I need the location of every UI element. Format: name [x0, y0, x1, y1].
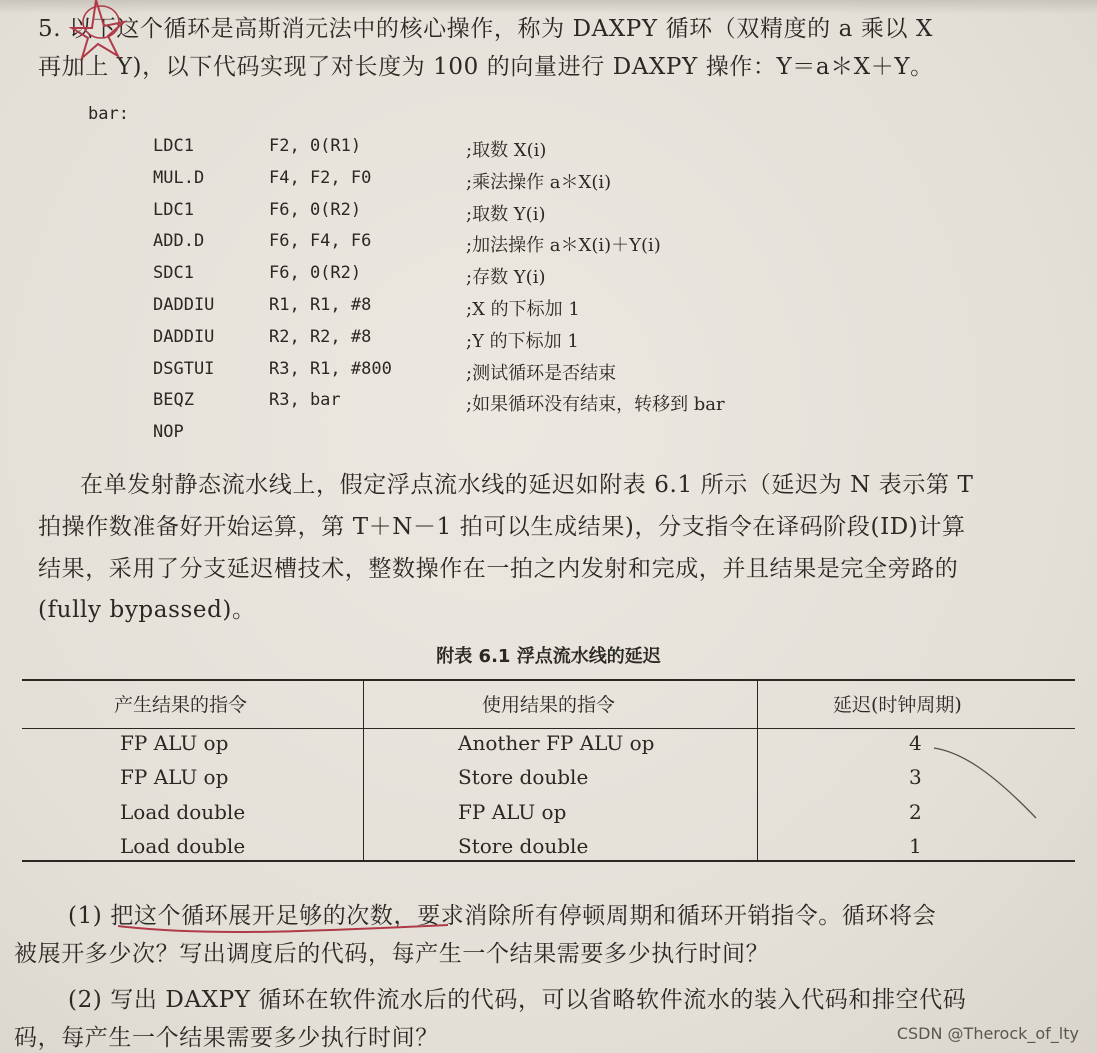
code-opcode: ADD.D	[153, 231, 205, 252]
code-comment: ;乘法操作 a＊X(i)	[466, 171, 612, 193]
underline-mark	[118, 925, 448, 932]
code-opcode: LDC1	[153, 199, 194, 220]
question-2-line-1: (2) 写出 DAXPY 循环在软件流水后的代码，可以省略软件流水的装入代码和排空代码	[68, 987, 967, 1013]
table-cell-producer: FP ALU op	[120, 731, 229, 755]
table-cell-latency: 2	[909, 800, 922, 824]
table-cell-consumer: Store double	[458, 834, 589, 858]
code-operands: F6, F4, F6	[269, 231, 372, 252]
table-header-producer: 产生结果的指令	[114, 694, 248, 716]
code-comment: ;X 的下标加 1	[466, 299, 580, 320]
code-opcode: DADDIU	[153, 326, 215, 347]
code-operands: R1, R1, #8	[269, 295, 372, 315]
question-number: 5.	[38, 16, 62, 42]
code-opcode: DSGTUI	[153, 358, 215, 379]
star-mark	[72, 0, 124, 58]
code-operands: F6, 0(R2)	[269, 199, 362, 220]
table-cell-producer: Load double	[120, 800, 246, 824]
code-opcode: NOP	[153, 422, 184, 443]
code-operands: F6, 0(R2)	[269, 263, 362, 284]
code-comment: ;Y 的下标加 1	[466, 330, 579, 352]
code-comment: ;加法操作 a＊X(i)＋Y(i)	[466, 235, 661, 257]
code-opcode: BEQZ	[153, 390, 194, 411]
number-circle	[83, 6, 119, 38]
table-caption: 附表 6.1 浮点流水线的延迟	[436, 646, 661, 667]
table-cell-latency: 1	[909, 834, 922, 858]
code-opcode: MUL.D	[153, 167, 205, 188]
watermark: CSDN @Therock_of_lty	[896, 1024, 1079, 1043]
table-header-consumer: 使用结果的指令	[482, 694, 616, 716]
code-operands: F4, F2, F0	[269, 167, 372, 188]
table-cell-latency: 4	[909, 731, 922, 755]
desc-line-2: 拍操作数准备好开始运算，第 T＋N－1 拍可以生成结果)，分支指令在译码阶段(ID)计算	[38, 514, 966, 540]
table-cell-consumer: Another FP ALU op	[458, 731, 655, 755]
table-cell-consumer: Store double	[458, 765, 589, 789]
code-operands: R3, R1, #800	[269, 358, 392, 379]
code-comment: ;取数 X(i)	[466, 140, 547, 161]
question-2-line-2: 码，每产生一个结果需要多少执行时间？	[14, 1025, 439, 1051]
code-comment: ;存数 Y(i)	[466, 267, 546, 289]
question-1-line-2: 被展开多少次？写出调度后的代码，每产生一个结果需要多少执行时间？	[14, 941, 770, 967]
desc-line-1: 在单发射静态流水线上，假定浮点流水线的延迟如附表 6.1 所示（延迟为 N 表示第 T	[80, 472, 974, 498]
tick-mark	[934, 748, 1036, 818]
code-comment: ;测试循环是否结束	[466, 362, 617, 384]
code-opcode: SDC1	[153, 263, 194, 284]
code-operands: F2, 0(R1)	[269, 136, 362, 156]
problem-line-1-text: 以下这个循环是高斯消元法中的核心操作，称为 DAXPY 循环（双精度的 a 乘以 X	[61, 16, 933, 42]
desc-line-4: (fully bypassed)。	[38, 597, 256, 623]
code-opcode: LDC1	[153, 136, 194, 156]
code-label: bar:	[88, 104, 129, 124]
question-1-prefix: (1)	[68, 903, 111, 929]
table-cell-consumer: FP ALU op	[458, 800, 567, 824]
table-cell-latency: 3	[909, 765, 922, 789]
table-header-latency: 延迟(时钟周期)	[833, 694, 962, 716]
question-1-rest: ，要求消除所有停顿周期和循环开销指令。循环将会	[393, 903, 937, 929]
code-comment: ;取数 Y(i)	[466, 203, 546, 225]
problem-line-2: 再加上 Y)，以下代码实现了对长度为 100 的向量进行 DAXPY 操作：Y＝a＊X＋Y。	[38, 54, 934, 80]
table-cell-producer: FP ALU op	[120, 765, 229, 789]
code-operands: R3, bar	[269, 390, 341, 411]
code-opcode: DADDIU	[153, 295, 215, 315]
code-operands: R2, R2, #8	[269, 326, 372, 347]
table-cell-producer: Load double	[120, 834, 246, 858]
question-1-underlined: 把这个循环展开足够的次数	[110, 903, 394, 929]
desc-line-3: 结果，采用了分支延迟槽技术，整数操作在一拍之内发射和完成，并且结果是完全旁路的	[38, 556, 959, 582]
code-comment: ;如果循环没有结束，转移到 bar	[466, 394, 725, 416]
